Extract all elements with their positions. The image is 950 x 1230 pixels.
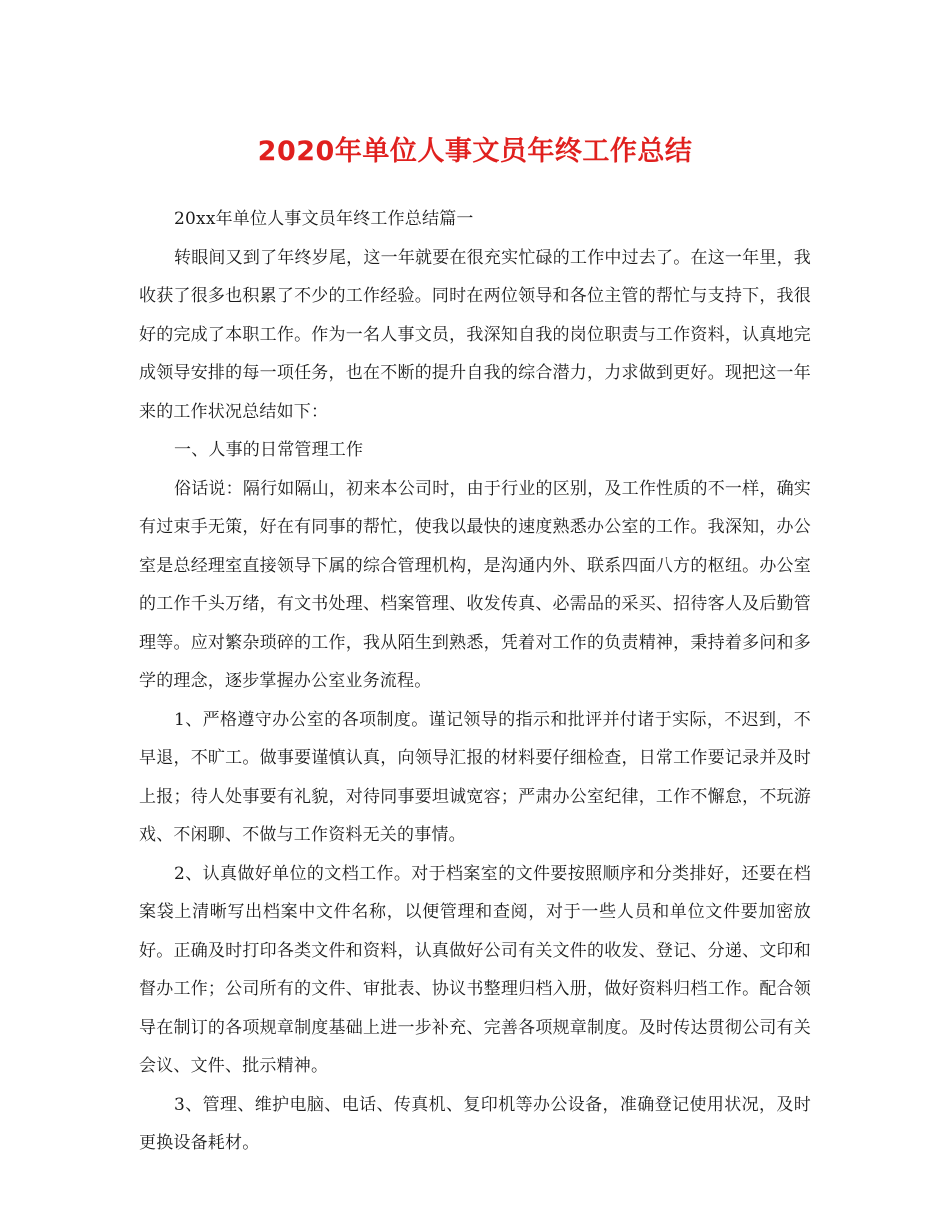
document-title: 2020年单位人事文员年终工作总结 — [257, 136, 693, 167]
paragraph-office-overview: 俗话说：隔行如隔山，初来本公司时，由于行业的区别，及工作性质的不一样，确实有过束手无策，好在有同事的帮忙，使我以最快的速度熟悉办公室的工作。我深知，办公室是总经理室直接领导下属的综合管理机构，是沟通内外、联系四面八方的枢纽。办公室的工作千头万绪，有文书处理、档案管理、收发传真、必需品的采买、招待客人及后勤管理等。应对繁杂琐碎的工作，我从陌生到熟悉，凭着对工作的负责精神，秉持着多问和多学的理念，逐步掌握办公室业务流程。 — [139, 478, 811, 691]
paragraph-intro: 转眼间又到了年终岁尾，这一年就要在很充实忙碌的工作中过去了。在这一年里，我收获了很多也积累了不少的工作经验。同时在两位领导和各位主管的帮忙与支持下，我很好的完成了本职工作。作为一名人事文员，我深知自我的岗位职责与工作资料，认真地完成领导安排的每一项任务，也在不断的提升自我的综合潜力，力求做到更好。现把这一年来的工作状况总结如下： — [139, 247, 811, 422]
section-heading-daily-management: 一、人事的日常管理工作 — [174, 440, 364, 460]
document-body — [139, 200, 811, 1163]
paragraph-item-1: 1、严格遵守办公室的各项制度。谨记领导的指示和批评并付诸于实际，不迟到，不早退，不旷工。做事要谨慎认真，向领导汇报的材料要仔细检查，日常工作要记录并及时上报；待人处事要有礼貌，对待同事要坦诚宽容；严肃办公室纪律，工作不懈怠，不玩游戏、不闲聊、不做与工作资料无关的事情。 — [139, 709, 811, 845]
paragraph-item-3: 3、管理、维护电脑、电话、传真机、复印机等办公设备，准确登记使用状况，及时更换设备耗材。 — [139, 1094, 811, 1153]
section-heading-article: 20xx年单位人事文员年终工作总结篇一 — [174, 209, 474, 229]
paragraph-item-2: 2、认真做好单位的文档工作。对于档案室的文件要按照顺序和分类排好，还要在档案袋上清晰写出档案中文件名称，以便管理和查阅，对于一些人员和单位文件要加密放好。正确及时打印各类文件和资料，认真做好公司有关文件的收发、登记、分递、文印和督办工作；公司所有的文件、审批表、协议书整理归档入册，做好资料归档工作。配合领导在制订的各项规章制度基础上进一步补充、完善各项规章制度。及时传达贯彻公司有关会议、文件、批示精神。 — [139, 863, 811, 1076]
